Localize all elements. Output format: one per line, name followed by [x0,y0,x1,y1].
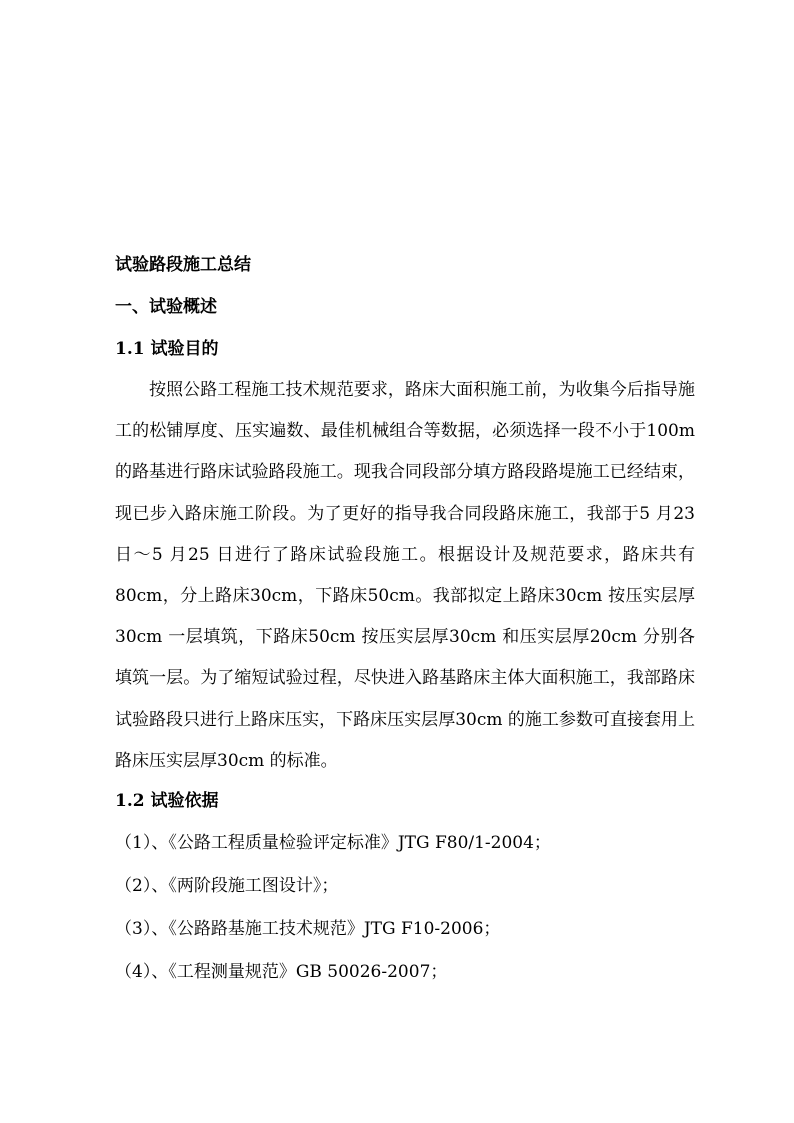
subsection-heading-purpose: 1.1 试验目的 [115,339,219,359]
list-item: （1）、《公路工程质量检验评定标准》JTG F80/1-2004； [115,833,551,854]
list-item: （4）、《工程测量规范》GB 50026-2007； [115,962,448,983]
document-title: 试验路段施工总结 [115,255,251,275]
section-heading-overview: 一、试验概述 [115,297,217,317]
basis-list [115,828,695,987]
purpose-paragraph: 按照公路工程施工技术规范要求，路床大面积施工前，为收集今后指导施工的松铺厚度、压实遍数、最佳机械组合等数据，必须选择一段不小于100m 的路基进行路床试验路段施工。现我合同段部分填方路段路堤施工已经结束，现已步入路床施工阶段。为了更好的指导我合同段路床施工，我部于5 月23 日～5 月25 日进行了路床试验段施工。根据设计及规范要求，路床共有80cm，分上路床30cm，下路床50cm。我部拟定上路床30cm 按压实层厚30cm 一层填筑，下路床50cm 按压实层厚30cm 和压实层厚20cm 分别各填筑一层。为了缩短试验过程，尽快进入路基路床主体大面积施工，我部路床试验路段只进行上路床压实，下路床压实层厚30cm 的施工参数可直接套用上路床压实层厚30cm 的标准。 [115,380,695,771]
document-body [115,250,695,1000]
subsection-heading-basis: 1.2 试验依据 [115,791,219,812]
list-item: （2）、《两阶段施工图设计》； [115,876,339,897]
list-item: （3）、《公路路基施工技术规范》JTG F10-2006； [115,919,501,940]
